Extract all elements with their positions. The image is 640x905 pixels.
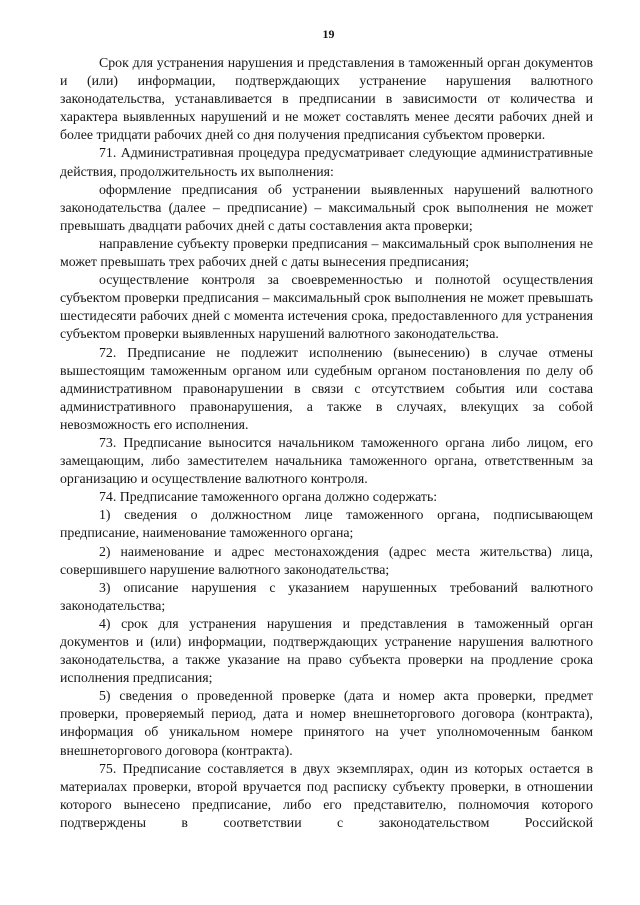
paragraph-71-send-order: направление субъекту проверки предписания – максимальный срок выполнения не может превышать трех рабочих дней с даты вынесения предписания; bbox=[60, 235, 593, 270]
paragraph-74-item-3: 3) описание нарушения с указанием нарушенных требований валютного законодательства; bbox=[60, 579, 593, 613]
paragraph-74: 74. Предписание таможенного органа должно содержать: bbox=[99, 489, 438, 505]
paragraph-71: 71. Административная процедура предусматривает следующие административные действия, продолжительность их выполнения: bbox=[60, 145, 593, 179]
paragraph-73: 73. Предписание выносится начальником таможенного органа либо лицом, его замещающим, либо заместителем начальника таможенного органа, ответственным за организацию и осуществление валютного контроля. bbox=[60, 434, 593, 487]
page-number: 19 bbox=[322, 27, 335, 41]
paragraph-75: 75. Предписание составляется в двух экземплярах, один из которых остается в материалах проверки, второй вручается под расписку субъекту проверки, в отношении которого вынесено предписание, либо его представителю, полномочия которого подтверждены в соответствии с законодательством Российской bbox=[60, 760, 593, 830]
paragraph-74-item-2: 2) наименование и адрес местонахождения (адрес места жительства) лица, совершившего нарушение валютного законодательства; bbox=[60, 543, 593, 577]
paragraph-72: 72. Предписание не подлежит исполнению (вынесению) в случае отмены вышестоящим таможенным органом или судебным органом постановления по делу об административном правонарушении в связи с отсутствием события или состава административного правонарушения, а также в случаях, влекущих за собой невозможность его исполнения. bbox=[60, 344, 593, 432]
paragraph-71-control: осуществление контроля за своевременностью и полнотой осуществления субъектом проверки предписания – максимальный срок выполнения не может превышать шестидесяти рабочих дней с момента истечения срока, предоставленного для устранения субъектом проверки выявленных нарушений валютного законодательства. bbox=[60, 272, 593, 342]
paragraph-74-item-1: 1) сведения о должностном лице таможенного органа, подписывающем предписание, наименование таможенного органа; bbox=[60, 507, 593, 541]
paragraph-74-item-4: 4) срок для устранения нарушения и представления в таможенный орган документов и (или) информации, подтверждающих устранение нарушения валютного законодательства, а также указание на право субъекта проверки на продление срока исполнения предписания; bbox=[60, 615, 593, 686]
paragraph-71-issue-order: оформление предписания об устранении выявленных нарушений валютного законодательства (далее – предписание) – максимальный срок выполнения не может превышать двадцати рабочих дней с даты составления акта проверки; bbox=[60, 181, 593, 233]
paragraph-deadline: Срок для устранения нарушения и представления в таможенный орган документов и (или) информации, подтверждающих устранение нарушения валютного законодательства, устанавливается в предписании в зависимости от количества и характера выявленных нарушений и не может составлять менее десяти рабочих дней и более тридцати рабочих дней со дня получения предписания субъектом проверки. bbox=[60, 55, 593, 143]
paragraph-74-item-5: 5) сведения о проведенной проверке (дата и номер акта проверки, предмет проверки, проверяемый период, дата и номер внешнеторгового договора (контракта), информация об уникальном номере принятого на учет уполномоченным банком внешнеторгового договора (контракта). bbox=[60, 688, 593, 758]
